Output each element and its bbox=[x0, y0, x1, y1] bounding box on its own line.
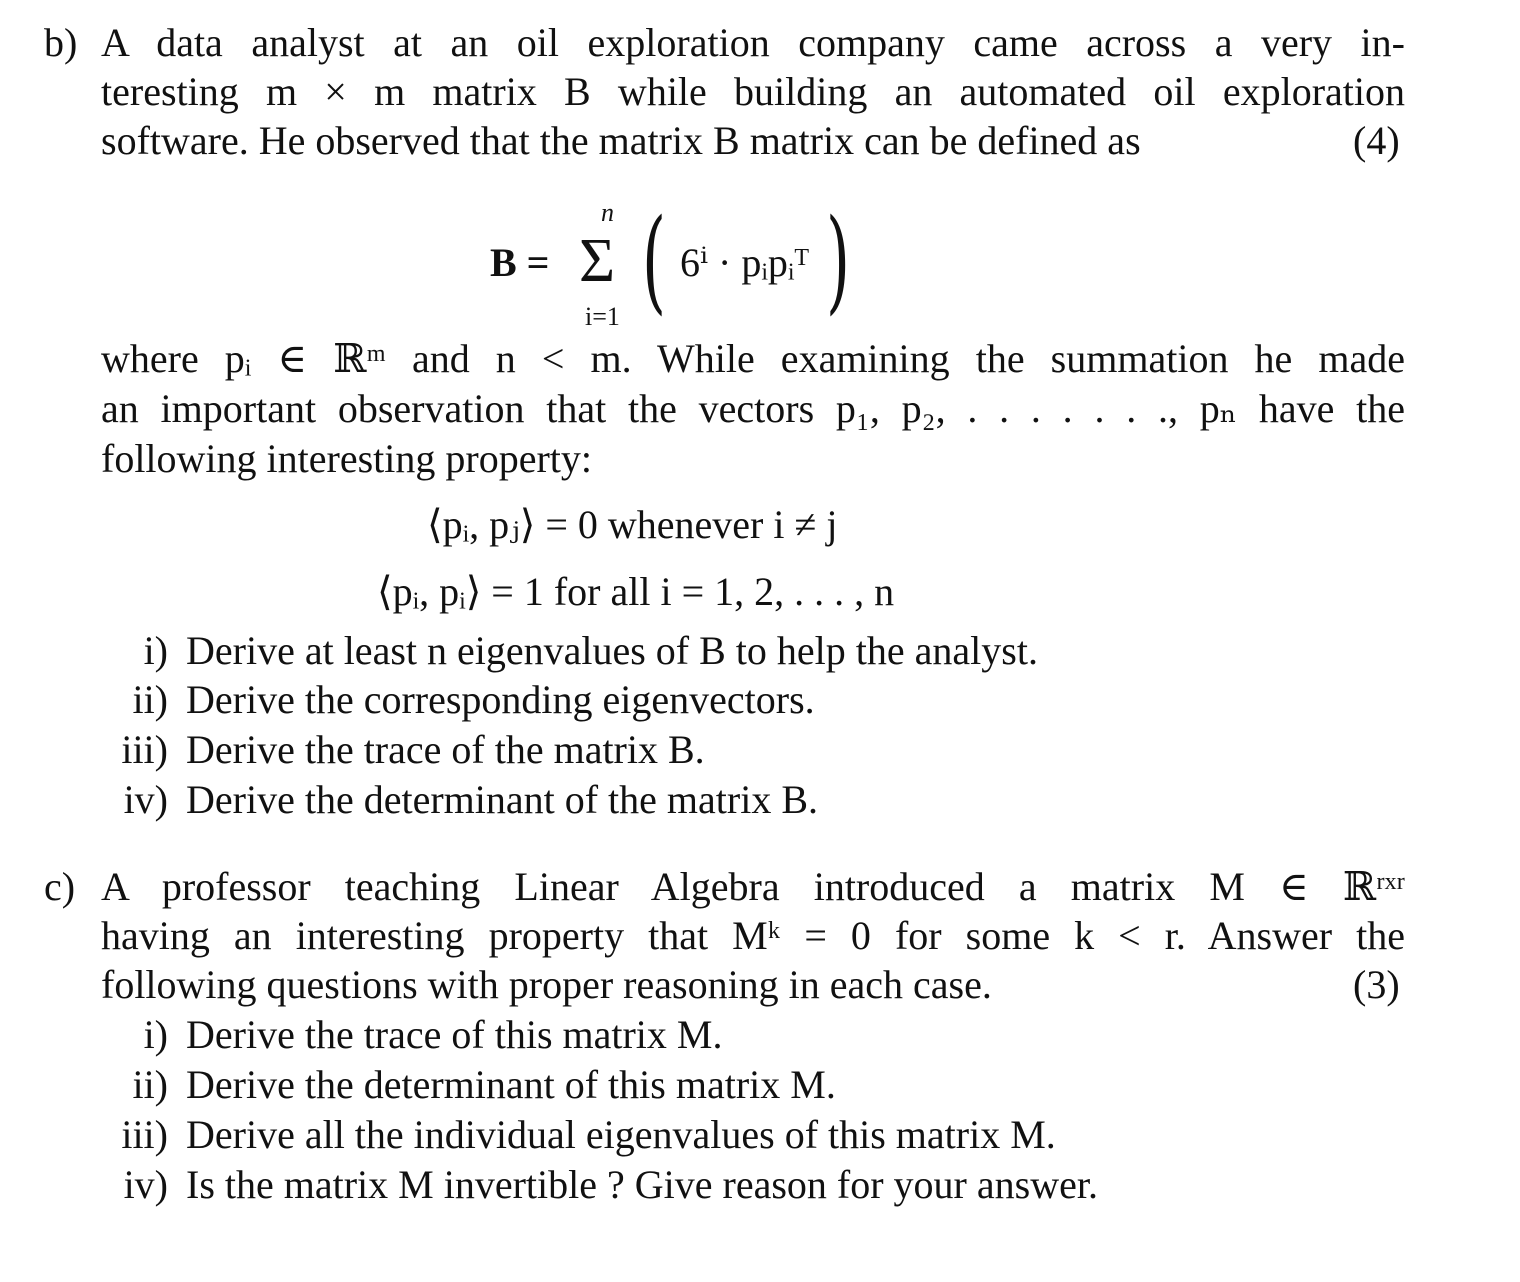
observation-line: an important observation that the vectors p₁, p₂, . . . . . . ., pₙ have the bbox=[101, 386, 1405, 431]
part-c-marks: (3) bbox=[1353, 962, 1400, 1007]
part-c-label: c) bbox=[44, 864, 76, 909]
part-b-item-4-label: iv) bbox=[123, 777, 168, 822]
part-b-item-4-text: Derive the determinant of the matrix B. bbox=[186, 777, 819, 822]
part-c-item-2-label: ii) bbox=[132, 1062, 168, 1107]
part-b-item-2-label: ii) bbox=[132, 677, 168, 722]
part-b-item-2-text: Derive the corresponding eigenvectors. bbox=[186, 677, 815, 722]
sum-lower-limit: i=1 bbox=[585, 302, 620, 331]
part-c-line-3: following questions with proper reasoning in each case. bbox=[101, 962, 992, 1007]
part-c-item-1-label: i) bbox=[143, 1012, 168, 1057]
summand: 6ⁱ · pᵢpᵢᵀ bbox=[680, 240, 809, 285]
part-b-line-3: software. He observed that the matrix B matrix can be defined as bbox=[101, 118, 1141, 163]
sum-upper-limit: n bbox=[601, 198, 614, 227]
left-paren: ( bbox=[642, 196, 667, 326]
part-c-line-2: having an interesting property that Mᵏ = 0 for some k < r. Answer the bbox=[101, 913, 1405, 958]
part-c-item-4-text: Is the matrix M invertible ? Give reason for your answer. bbox=[186, 1162, 1098, 1207]
part-b-marks: (4) bbox=[1353, 118, 1400, 163]
part-c-item-4-label: iv) bbox=[123, 1162, 168, 1207]
part-c-item-3-text: Derive all the individual eigenvalues of this matrix M. bbox=[186, 1112, 1056, 1157]
part-b-line-2: teresting m × m matrix B while building an automated oil exploration bbox=[101, 69, 1405, 114]
part-c-item-2-text: Derive the determinant of this matrix M. bbox=[186, 1062, 836, 1107]
part-b-line-1: A data analyst at an oil exploration company came across a very in- bbox=[101, 20, 1405, 65]
part-b-item-1-text: Derive at least n eigenvalues of B to help the analyst. bbox=[186, 628, 1038, 673]
part-c-line-1: A professor teaching Linear Algebra introduced a matrix M ∈ ℝʳˣʳ bbox=[101, 864, 1405, 909]
property-intro: following interesting property: bbox=[101, 436, 593, 481]
part-b-item-1-label: i) bbox=[143, 628, 168, 673]
right-paren: ) bbox=[826, 196, 851, 326]
part-b-label: b) bbox=[44, 20, 78, 65]
where-line: where pᵢ ∈ ℝᵐ and n < m. While examining the summation he made bbox=[101, 336, 1405, 381]
equation-lhs: B = bbox=[490, 240, 550, 285]
part-b-item-3-label: iii) bbox=[121, 727, 168, 772]
sum-symbol: Σ bbox=[579, 227, 616, 295]
property-normalized: ⟨pᵢ, pᵢ⟩ = 1 for all i = 1, 2, . . . , n bbox=[377, 569, 895, 614]
part-c-item-3-label: iii) bbox=[121, 1112, 168, 1157]
part-b-item-3-text: Derive the trace of the matrix B. bbox=[186, 727, 705, 772]
property-orthogonal: ⟨pᵢ, pⱼ⟩ = 0 whenever i ≠ j bbox=[427, 502, 838, 547]
part-c-item-1-text: Derive the trace of this matrix M. bbox=[186, 1012, 723, 1057]
